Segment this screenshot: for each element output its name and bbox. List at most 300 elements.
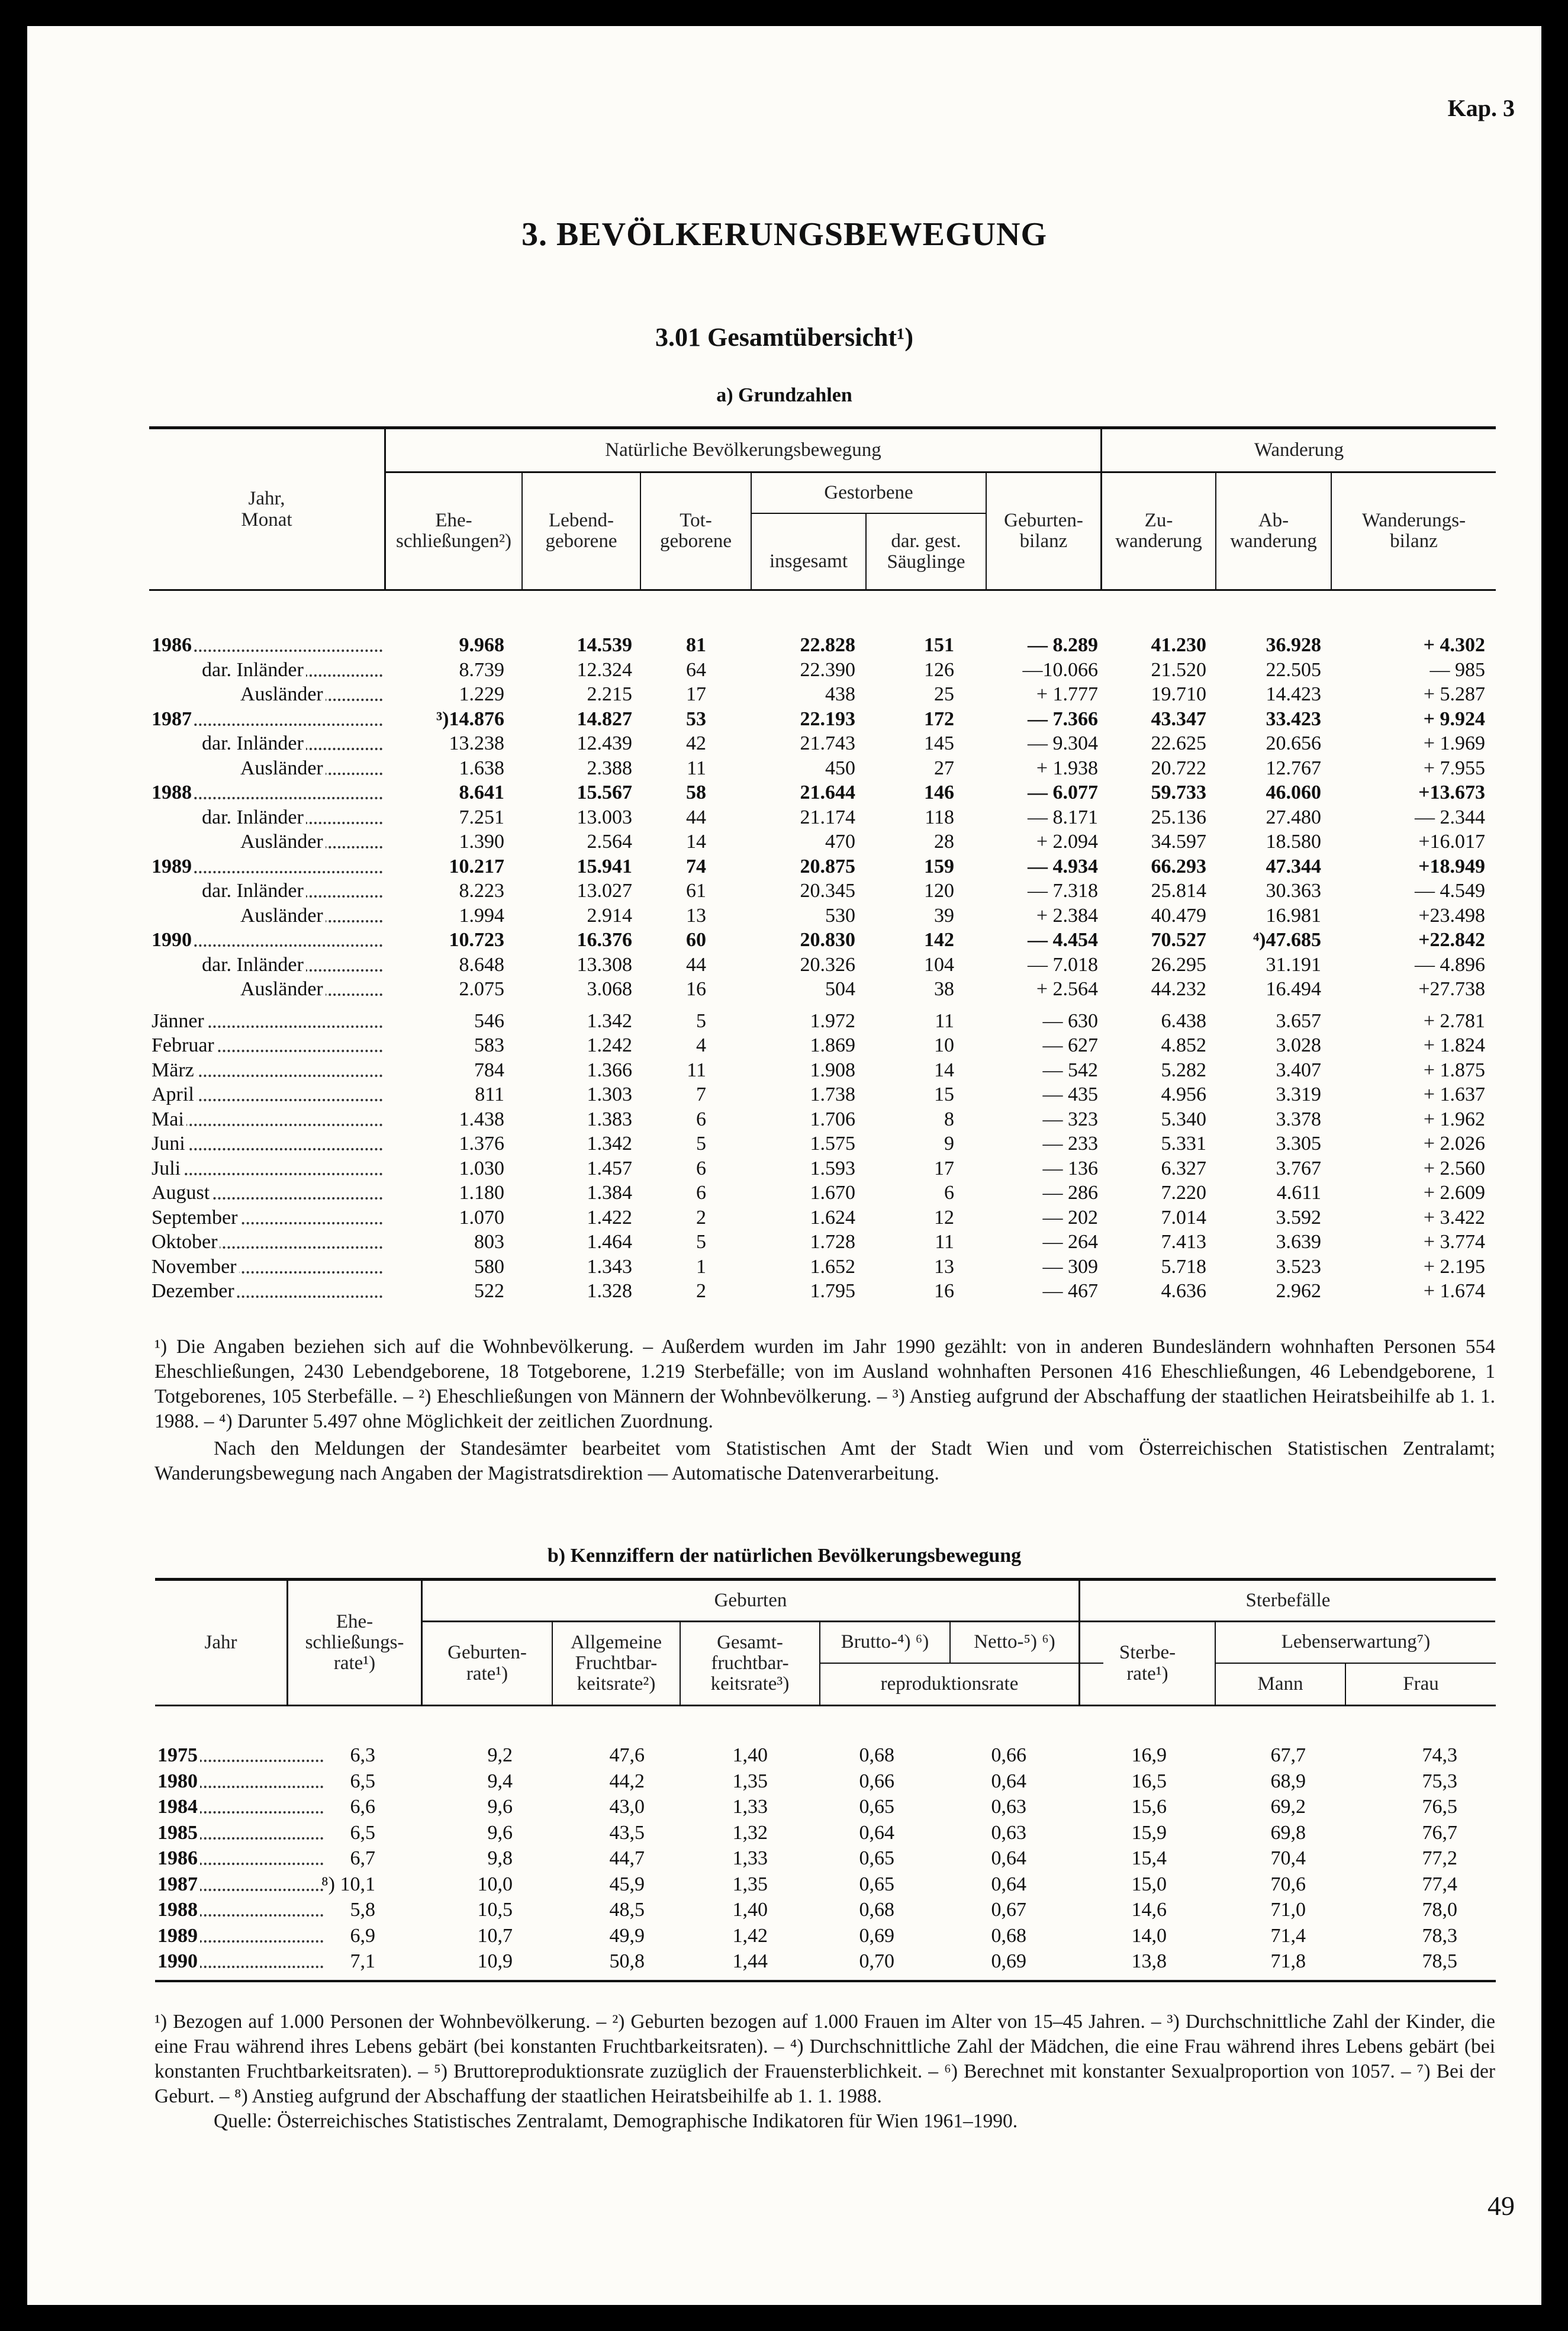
table-cell: 1.376 bbox=[459, 1133, 504, 1155]
table-cell: 6,6 bbox=[350, 1796, 375, 1818]
header-abwanderung: Ab- wanderung bbox=[1230, 509, 1317, 552]
table-cell: — 467 bbox=[1042, 1280, 1098, 1302]
table-cell: 44,7 bbox=[609, 1847, 645, 1869]
table-cell: 9 bbox=[944, 1133, 954, 1155]
table-cell: 5.282 bbox=[1161, 1059, 1206, 1081]
table-cell: 14.827 bbox=[577, 708, 632, 730]
table-cell: — 2.344 bbox=[1415, 806, 1485, 828]
table-cell: 69,8 bbox=[1270, 1821, 1306, 1844]
table-cell: 2.388 bbox=[587, 757, 632, 779]
table-b-title: b) Kennziffern der natürlichen Bevölkerungsbewegung bbox=[547, 1545, 1022, 1567]
table-cell: 13 bbox=[686, 904, 706, 927]
table-cell: 61 bbox=[686, 880, 706, 902]
table-cell: 1,42 bbox=[732, 1924, 768, 1947]
table-cell: 5.331 bbox=[1161, 1133, 1206, 1155]
table-cell: 77,2 bbox=[1422, 1847, 1457, 1869]
table-cell: 120 bbox=[924, 880, 954, 902]
table-cell: — 7.366 bbox=[1028, 708, 1098, 730]
table-cell: 16.494 bbox=[1266, 978, 1321, 1000]
table-cell: 15,9 bbox=[1131, 1821, 1167, 1844]
table-cell: 1.624 bbox=[810, 1206, 855, 1229]
table-cell: 38 bbox=[934, 978, 954, 1000]
table-cell: 33.423 bbox=[1266, 708, 1321, 730]
table-cell: 8.648 bbox=[459, 953, 504, 976]
table-cell: 6,3 bbox=[350, 1744, 375, 1766]
table-cell: + 1.674 bbox=[1423, 1280, 1485, 1302]
page-number: 49 bbox=[1487, 2191, 1515, 2221]
table-cell: 1.908 bbox=[810, 1059, 855, 1081]
header-wanderung: Wanderung bbox=[1254, 439, 1344, 461]
row-label: Ausländer bbox=[240, 756, 382, 781]
table-cell: 1.422 bbox=[587, 1206, 632, 1229]
table-cell: 6.438 bbox=[1161, 1009, 1206, 1032]
table-cell: 1.652 bbox=[810, 1255, 855, 1278]
table-cell: 1.342 bbox=[587, 1009, 632, 1032]
table-cell: 76,5 bbox=[1422, 1796, 1457, 1818]
table-cell: 7.251 bbox=[459, 806, 504, 828]
table-cell: 6.327 bbox=[1161, 1157, 1206, 1179]
table-cell: 43,0 bbox=[609, 1796, 645, 1818]
table-cell: 14 bbox=[934, 1059, 954, 1081]
table-cell: + 4.302 bbox=[1423, 634, 1485, 656]
table-cell: 2.564 bbox=[587, 831, 632, 853]
header-b-frau: Frau bbox=[1403, 1673, 1439, 1695]
table-cell: — 136 bbox=[1042, 1157, 1098, 1179]
row-label: April bbox=[152, 1082, 382, 1107]
table-cell: 1.303 bbox=[587, 1083, 632, 1105]
table-cell: 104 bbox=[924, 953, 954, 976]
table-cell: 0,66 bbox=[859, 1770, 894, 1792]
table-cell: 1.464 bbox=[587, 1231, 632, 1253]
table-cell: 25.136 bbox=[1151, 806, 1206, 828]
table-cell: 20.345 bbox=[800, 880, 855, 902]
row-label: 1989 bbox=[157, 1924, 323, 1949]
table-cell: 0,69 bbox=[991, 1950, 1026, 1972]
header-jahr-monat: Jahr, Monat bbox=[241, 488, 292, 530]
table-cell: 59.733 bbox=[1151, 782, 1206, 803]
table-cell: 1.070 bbox=[459, 1206, 504, 1229]
table-cell: — 8.289 bbox=[1028, 634, 1098, 656]
row-label: September bbox=[152, 1205, 382, 1230]
table-cell: 47.344 bbox=[1266, 855, 1321, 877]
table-cell: 71,8 bbox=[1270, 1950, 1306, 1972]
table-cell: 10,9 bbox=[477, 1950, 513, 1972]
table-cell: 0,70 bbox=[859, 1950, 894, 1972]
table-cell: 1,44 bbox=[732, 1950, 768, 1972]
table-cell: — 985 bbox=[1429, 658, 1485, 681]
row-label: Ausländer bbox=[240, 904, 382, 928]
table-cell: 1.390 bbox=[459, 831, 504, 853]
table-cell: ³)14.876 bbox=[436, 708, 504, 730]
table-a-title: a) Grundzahlen bbox=[716, 384, 852, 406]
table-cell: 11 bbox=[687, 757, 706, 779]
table-cell: + 3.774 bbox=[1423, 1231, 1485, 1253]
row-label: 1990 bbox=[152, 928, 382, 953]
table-cell: 12 bbox=[934, 1206, 954, 1229]
table-cell: 13.003 bbox=[577, 806, 632, 828]
header-geburtenbilanz: Geburten- bilanz bbox=[1004, 509, 1083, 552]
table-cell: 10,5 bbox=[477, 1899, 513, 1921]
table-cell: 530 bbox=[825, 904, 855, 927]
table-cell: 6 bbox=[944, 1182, 954, 1204]
table-cell: 7 bbox=[696, 1083, 706, 1105]
table-cell: 14.423 bbox=[1266, 683, 1321, 705]
table-cell: 6,5 bbox=[350, 1770, 375, 1792]
header-b-netto: Netto-⁵) ⁶) bbox=[974, 1631, 1055, 1653]
header-saeuglinge: dar. gest. Säuglinge bbox=[887, 530, 965, 573]
row-label: Dezember bbox=[152, 1279, 382, 1304]
table-cell: 4.611 bbox=[1276, 1182, 1321, 1204]
table-cell: 1 bbox=[696, 1255, 706, 1278]
table-cell: + 3.422 bbox=[1423, 1206, 1485, 1229]
table-cell: 811 bbox=[475, 1083, 504, 1105]
table-cell: 0,68 bbox=[859, 1899, 894, 1921]
table-cell: — 6.077 bbox=[1028, 782, 1098, 803]
header-zuwanderung: Zu- wanderung bbox=[1115, 509, 1202, 552]
table-cell: 0,64 bbox=[991, 1873, 1026, 1895]
table-cell: 39 bbox=[934, 904, 954, 927]
table-cell: 3.523 bbox=[1276, 1255, 1321, 1278]
table-cell: 1,40 bbox=[732, 1744, 768, 1766]
table-cell: 3.639 bbox=[1276, 1231, 1321, 1253]
table-cell: 16,5 bbox=[1131, 1770, 1167, 1792]
row-label: Juni bbox=[152, 1131, 382, 1156]
table-cell: 70.527 bbox=[1151, 929, 1206, 951]
table-cell: 21.174 bbox=[800, 806, 855, 828]
table-cell: 58 bbox=[686, 782, 706, 803]
table-cell: 45,9 bbox=[609, 1873, 645, 1895]
header-b-mann: Mann bbox=[1257, 1673, 1303, 1695]
row-label: dar. Inländer bbox=[202, 879, 382, 904]
table-cell: + 1.969 bbox=[1423, 732, 1485, 754]
table-cell: 9,6 bbox=[487, 1796, 513, 1818]
table-cell: 580 bbox=[474, 1255, 504, 1278]
row-label: Februar bbox=[152, 1033, 382, 1058]
table-cell: 1.638 bbox=[459, 757, 504, 779]
table-cell: 9,8 bbox=[487, 1847, 513, 1869]
table-cell: 13 bbox=[934, 1255, 954, 1278]
table-cell: 3.068 bbox=[587, 978, 632, 1000]
table-cell: 68,9 bbox=[1270, 1770, 1306, 1792]
table-cell: 3.767 bbox=[1276, 1157, 1321, 1179]
header-natuerliche: Natürliche Bevölkerungsbewegung bbox=[605, 439, 881, 461]
table-cell: 30.363 bbox=[1266, 880, 1321, 902]
table-cell: 13.027 bbox=[577, 880, 632, 902]
table-cell: 20.656 bbox=[1266, 732, 1321, 754]
table-cell: +23.498 bbox=[1418, 904, 1485, 927]
row-label: März bbox=[152, 1058, 382, 1083]
row-label: 1990 bbox=[157, 1949, 323, 1974]
table-cell: +18.949 bbox=[1418, 855, 1485, 877]
header-b-jahr: Jahr bbox=[204, 1631, 237, 1653]
table-cell: 71,4 bbox=[1270, 1924, 1306, 1947]
header-b-gesamt: Gesamt- fruchtbar- keitsrate³) bbox=[710, 1631, 790, 1695]
table-cell: 10,7 bbox=[477, 1924, 513, 1947]
table-cell: 145 bbox=[924, 732, 954, 754]
table-cell: 0,69 bbox=[859, 1924, 894, 1947]
table-cell: 21.520 bbox=[1151, 658, 1206, 681]
table-cell: +27.738 bbox=[1418, 978, 1485, 1000]
table-cell: 25.814 bbox=[1151, 880, 1206, 902]
table-cell: 5 bbox=[696, 1009, 706, 1032]
table-cell: + 2.560 bbox=[1423, 1157, 1485, 1179]
table-cell: 48,5 bbox=[609, 1899, 645, 1921]
row-label: dar. Inländer bbox=[202, 731, 382, 756]
table-cell: 522 bbox=[474, 1280, 504, 1302]
row-label: 1988 bbox=[157, 1898, 323, 1922]
table-cell: + 2.781 bbox=[1423, 1009, 1485, 1032]
table-cell: 546 bbox=[474, 1009, 504, 1032]
table-cell: 78,5 bbox=[1422, 1950, 1457, 1972]
table-cell: 17 bbox=[934, 1157, 954, 1179]
table-cell: ⁸) 10,1 bbox=[321, 1873, 375, 1895]
table-cell: 9.968 bbox=[459, 634, 504, 656]
row-label: Ausländer bbox=[240, 829, 382, 854]
table-cell: 2 bbox=[696, 1206, 706, 1229]
table-cell: 67,7 bbox=[1270, 1744, 1306, 1766]
page bbox=[27, 26, 1541, 2305]
table-cell: — 542 bbox=[1042, 1059, 1098, 1081]
header-lebendgeborene: Lebend- geborene bbox=[545, 509, 617, 552]
table-cell: 8.739 bbox=[459, 658, 504, 681]
table-cell: 15,0 bbox=[1131, 1873, 1167, 1895]
table-cell: 7,1 bbox=[350, 1950, 375, 1972]
table-cell: 44,2 bbox=[609, 1770, 645, 1792]
table-cell: 7.413 bbox=[1161, 1231, 1206, 1253]
table-cell: 6,5 bbox=[350, 1821, 375, 1844]
table-cell: 5.340 bbox=[1161, 1108, 1206, 1130]
table-cell: 4 bbox=[696, 1034, 706, 1056]
table-cell: — 9.304 bbox=[1028, 732, 1098, 754]
table-cell: 4.852 bbox=[1161, 1034, 1206, 1056]
table-cell: 1,33 bbox=[732, 1847, 768, 1869]
table-cell: 142 bbox=[924, 929, 954, 951]
table-cell: + 2.384 bbox=[1036, 904, 1098, 927]
table-cell: 15 bbox=[934, 1083, 954, 1105]
table-cell: 2.075 bbox=[459, 978, 504, 1000]
table-cell: 26.295 bbox=[1151, 953, 1206, 976]
table-cell: 6 bbox=[696, 1157, 706, 1179]
page-title: 3. BEVÖLKERUNGSBEWEGUNG bbox=[521, 216, 1048, 253]
row-label: November bbox=[152, 1255, 382, 1279]
table-cell: 0,64 bbox=[859, 1821, 894, 1844]
header-b-allgemeine: Allgemeine Fruchtbar- keitsrate²) bbox=[571, 1631, 662, 1695]
table-cell: 0,64 bbox=[991, 1770, 1026, 1792]
table-cell: 20.875 bbox=[800, 855, 855, 877]
table-cell: 1.994 bbox=[459, 904, 504, 927]
table-cell: + 2.195 bbox=[1423, 1255, 1485, 1278]
table-cell: 151 bbox=[924, 634, 954, 656]
table-cell: 16.376 bbox=[577, 929, 632, 951]
table-cell: — 4.896 bbox=[1415, 953, 1485, 976]
table-cell: 0,68 bbox=[859, 1744, 894, 1766]
header-eheschliessungen: Ehe- schließungen²) bbox=[395, 509, 511, 552]
table-cell: + 5.287 bbox=[1423, 683, 1485, 705]
row-label: Ausländer bbox=[240, 977, 382, 1002]
table-cell: 14.539 bbox=[577, 634, 632, 656]
table-cell: 12.439 bbox=[577, 732, 632, 754]
table-cell: 27.480 bbox=[1266, 806, 1321, 828]
table-cell: 0,67 bbox=[991, 1899, 1026, 1921]
header-gestorbene: Gestorbene bbox=[824, 481, 913, 503]
table-a-footnotes: ¹) Die Angaben beziehen sich auf die Wohnbevölkerung. – Außerdem wurden im Jahr 1990 gezählt: von in anderen Bundesländern wohnhaften Personen 554 Eheschließungen, 2430 Lebendgeborene, 18 Totgeborene, 1.219 Sterbefälle; von im Ausland wohnhaften Personen 416 Eheschließungen, 46 Lebendgeborene, 1 Totgeborenes, 105 Sterbefälle. – ²) Eheschließungen von Männern der Wohnbevölkerung. – ³) Anstieg aufgrund der Abschaffung der staatlichen Heiratsbeihilfe ab 1. 1. 1988. – ⁴) Darunter 5.497 ohne Möglichkeit der zeitlichen Zuordnung. Nach den Meldungen der Standesämter bearbeitet vom Statistischen Amt der Stadt Wien und vom Österreichischen Statistischen Zentralamt; Wanderungsbewegung nach Angaben der Magistratsdirektion — Automatische Datenverarbeitung. bbox=[154, 1336, 1495, 1484]
table-cell: 42 bbox=[686, 732, 706, 754]
row-label: 1975 bbox=[157, 1743, 323, 1768]
row-label: Juli bbox=[152, 1156, 382, 1181]
table-cell: 1.728 bbox=[810, 1231, 855, 1253]
table-cell: 36.928 bbox=[1266, 634, 1321, 656]
table-cell: 31.191 bbox=[1266, 953, 1321, 976]
table-cell: 10,0 bbox=[477, 1873, 513, 1895]
table-cell: + 1.637 bbox=[1423, 1083, 1485, 1105]
table-cell: 11 bbox=[935, 1231, 954, 1253]
table-cell: — 323 bbox=[1042, 1108, 1098, 1130]
table-cell: 118 bbox=[925, 806, 954, 828]
table-cell: 46.060 bbox=[1266, 782, 1321, 803]
table-cell: — 4.934 bbox=[1028, 855, 1098, 877]
table-cell: 47,6 bbox=[609, 1744, 645, 1766]
table-cell: 1.593 bbox=[810, 1157, 855, 1179]
table-cell: 50,8 bbox=[609, 1950, 645, 1972]
table-cell: 12.324 bbox=[577, 658, 632, 681]
table-cell: 53 bbox=[686, 708, 706, 730]
table-cell: 0,63 bbox=[991, 1796, 1026, 1818]
header-b-lebenserwartung: Lebenserwartung⁷) bbox=[1281, 1631, 1431, 1653]
table-cell: 6,9 bbox=[350, 1924, 375, 1947]
table-cell: 1.670 bbox=[810, 1182, 855, 1204]
table-cell: 64 bbox=[686, 658, 706, 681]
header-b-geburten: Geburten bbox=[714, 1589, 787, 1611]
table-cell: 1.342 bbox=[587, 1133, 632, 1155]
row-label: dar. Inländer bbox=[202, 658, 382, 683]
table-cell: 2 bbox=[696, 1280, 706, 1302]
table-cell: 49,9 bbox=[609, 1924, 645, 1947]
table-cell: 10 bbox=[934, 1034, 954, 1056]
table-cell: 9,6 bbox=[487, 1821, 513, 1844]
table-cell: 450 bbox=[825, 757, 855, 779]
table-cell: 25 bbox=[934, 683, 954, 705]
table-cell: 0,66 bbox=[991, 1744, 1026, 1766]
table-cell: 1.242 bbox=[587, 1034, 632, 1056]
table-cell: 44.232 bbox=[1151, 978, 1206, 1000]
table-cell: 20.326 bbox=[800, 953, 855, 976]
table-cell: 3.592 bbox=[1276, 1206, 1321, 1229]
table-cell: — 264 bbox=[1042, 1231, 1098, 1253]
table-cell: 784 bbox=[474, 1059, 504, 1081]
table-cell: 22.193 bbox=[800, 708, 855, 730]
chapter-label: Kap. 3 bbox=[1447, 95, 1515, 121]
table-cell: 9,2 bbox=[487, 1744, 513, 1766]
table-cell: 172 bbox=[924, 708, 954, 730]
table-cell: 2.215 bbox=[587, 683, 632, 705]
table-cell: 1.180 bbox=[459, 1182, 504, 1204]
table-cell: 28 bbox=[934, 831, 954, 853]
table-cell: 0,68 bbox=[991, 1924, 1026, 1947]
table-cell: 16,9 bbox=[1131, 1744, 1167, 1766]
table-cell: 3.319 bbox=[1276, 1083, 1321, 1105]
table-cell: 22.828 bbox=[800, 634, 855, 656]
table-cell: 21.644 bbox=[800, 782, 855, 803]
table-cell: 0,64 bbox=[991, 1847, 1026, 1869]
table-cell: 14,6 bbox=[1131, 1899, 1167, 1921]
table-cell: + 1.962 bbox=[1423, 1108, 1485, 1130]
row-label: 1988 bbox=[152, 780, 382, 805]
table-cell: 504 bbox=[825, 978, 855, 1000]
table-cell: + 2.026 bbox=[1423, 1133, 1485, 1155]
table-cell: ⁴)47.685 bbox=[1253, 929, 1321, 951]
table-cell: — 233 bbox=[1042, 1133, 1098, 1155]
table-cell: 71,0 bbox=[1270, 1899, 1306, 1921]
row-label: Jänner bbox=[152, 1009, 382, 1034]
table-cell: 7.014 bbox=[1161, 1206, 1206, 1229]
row-label: 1986 bbox=[152, 633, 382, 658]
table-cell: 14,0 bbox=[1131, 1924, 1167, 1947]
table-cell: 4.636 bbox=[1161, 1280, 1206, 1302]
table-cell: 74 bbox=[686, 855, 706, 877]
table-cell: + 7.955 bbox=[1423, 757, 1485, 779]
table-cell: 3.407 bbox=[1276, 1059, 1321, 1081]
table-cell: 803 bbox=[474, 1231, 504, 1253]
row-label: Ausländer bbox=[240, 682, 382, 707]
table-cell: 5,8 bbox=[350, 1899, 375, 1921]
table-cell: 8.641 bbox=[459, 782, 504, 803]
table-cell: + 1.938 bbox=[1036, 757, 1098, 779]
table-cell: 70,6 bbox=[1270, 1873, 1306, 1895]
table-cell: 470 bbox=[825, 831, 855, 853]
header-b-geburtenrate: Geburten- rate¹) bbox=[447, 1642, 527, 1684]
table-cell: 20.722 bbox=[1151, 757, 1206, 779]
table-cell: 10.723 bbox=[449, 929, 504, 951]
table-cell: — 286 bbox=[1042, 1182, 1098, 1204]
row-label: 1989 bbox=[152, 854, 382, 879]
table-cell: 78,0 bbox=[1422, 1899, 1457, 1921]
row-label: dar. Inländer bbox=[202, 805, 382, 830]
table-cell: 2.962 bbox=[1276, 1280, 1321, 1302]
table-cell: 2.914 bbox=[587, 904, 632, 927]
table-cell: — 435 bbox=[1042, 1083, 1098, 1105]
table-cell: 1,40 bbox=[732, 1899, 768, 1921]
header-b-brutto: Brutto-⁴) ⁶) bbox=[841, 1631, 929, 1653]
table-cell: 1.869 bbox=[810, 1034, 855, 1056]
header-b-sterberate: Sterbe- rate¹) bbox=[1119, 1642, 1176, 1684]
table-cell: 78,3 bbox=[1422, 1924, 1457, 1947]
table-b-footnotes: ¹) Bezogen auf 1.000 Personen der Wohnbevölkerung. – ²) Geburten bezogen auf 1.000 Frauen im Alter von 15–45 Jahren. – ³) Durchschnittliche Zahl der Kinder, die eine Frau während ihres Lebens gebärt (bei konstanten Fruchtbarkeitsraten). – ⁴) Durchschnittliche Zahl der Mädchen, die eine Frau während ihres Lebens gebärt (bei konstanten Fruchtbarkeitsraten). – ⁵) Bruttoreproduktionsrate zuzüglich der Frauensterblichkeit. – ⁶) Berechnet mit konstanter Sexualproportion von 1057. – ⁷) Bei der Geburt. – ⁸) Anstieg aufgrund der Abschaffung der staatlichen Heiratsbeihilfe ab 1. 1. 1988. Quelle: Österreichisches Statistisches Zentralamt, Demographische Indikatoren für Wien 1961–1990. bbox=[154, 2011, 1495, 2132]
table-cell: 1.366 bbox=[587, 1059, 632, 1081]
header-b-reproduktion: reproduktionsrate bbox=[880, 1673, 1019, 1695]
table-cell: 13.238 bbox=[449, 732, 504, 754]
table-cell: + 2.564 bbox=[1036, 978, 1098, 1000]
table-cell: 6 bbox=[696, 1108, 706, 1130]
table-cell: 6 bbox=[696, 1182, 706, 1204]
table-cell: + 2.094 bbox=[1036, 831, 1098, 853]
table-cell: + 1.824 bbox=[1423, 1034, 1485, 1056]
table-cell: 76,7 bbox=[1422, 1821, 1457, 1844]
table-cell: 1,35 bbox=[732, 1770, 768, 1792]
table-cell: 5.718 bbox=[1161, 1255, 1206, 1278]
row-label: 1987 bbox=[152, 707, 382, 732]
row-label: August bbox=[152, 1181, 382, 1205]
table-cell: — 630 bbox=[1042, 1009, 1098, 1032]
table-cell: 0,63 bbox=[991, 1821, 1026, 1844]
table-cell: — 309 bbox=[1042, 1255, 1098, 1278]
table-cell: + 2.609 bbox=[1423, 1182, 1485, 1204]
table-cell: 19.710 bbox=[1151, 683, 1206, 705]
table-cell: 20.830 bbox=[800, 929, 855, 951]
table-cell: — 8.171 bbox=[1028, 806, 1098, 828]
table-cell: 3.657 bbox=[1276, 1009, 1321, 1032]
table-cell: 70,4 bbox=[1270, 1847, 1306, 1869]
table-cell: + 1.875 bbox=[1423, 1059, 1485, 1081]
